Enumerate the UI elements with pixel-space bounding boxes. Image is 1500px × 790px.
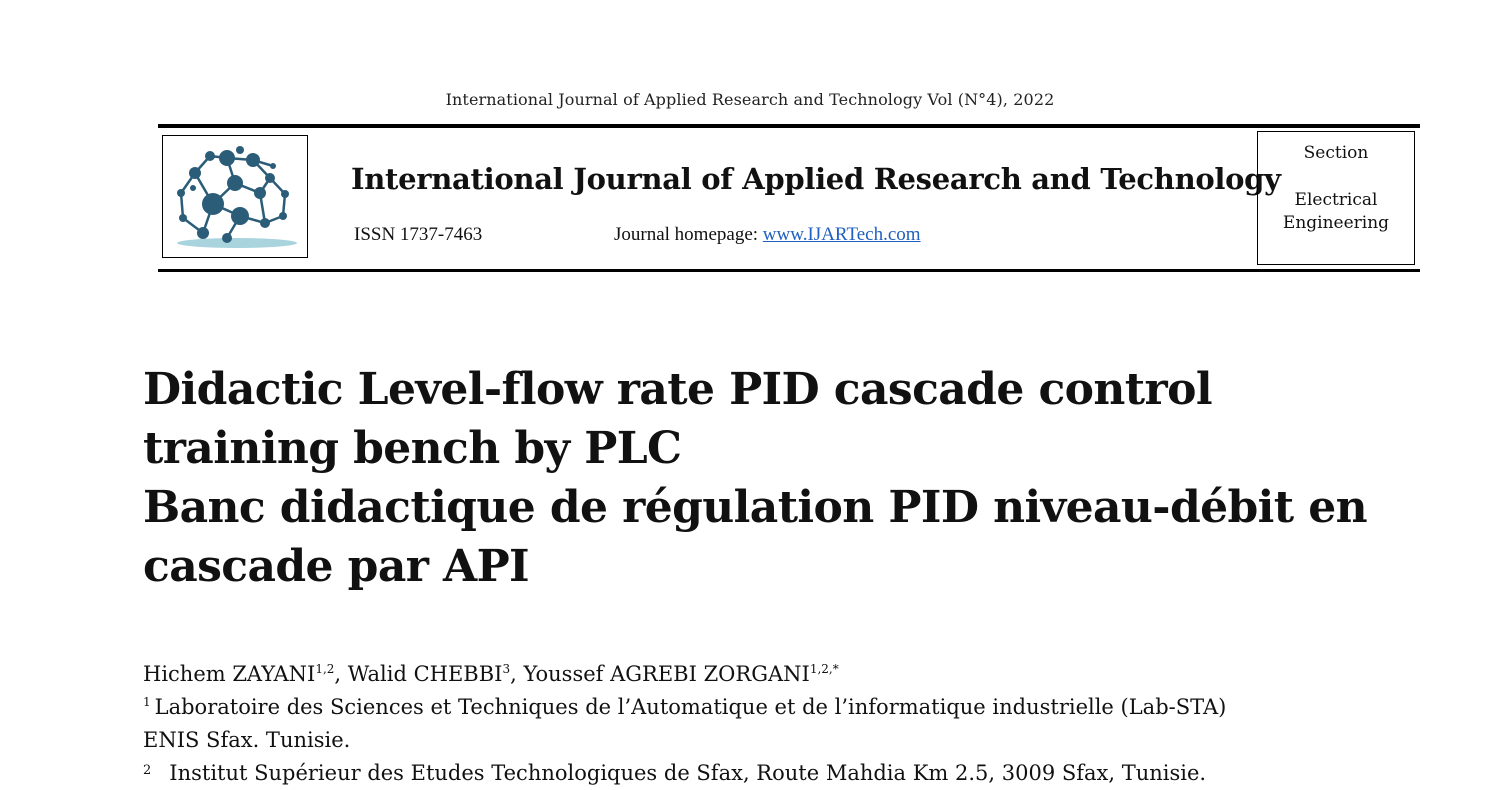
author-name: Youssef AGREBI ZORGANI — [523, 662, 810, 686]
affiliation-text: Institut Supérieur des Etudes Technologiques de Sfax, Route Mahdia Km 2.5, 3009 Sfax, Tunisie. — [169, 761, 1207, 785]
masthead-top-rule — [158, 124, 1420, 128]
affiliation-text: ENIS Sfax. Tunisie. — [143, 728, 351, 752]
author-separator: , — [334, 662, 348, 686]
section-box — [1257, 131, 1415, 265]
journal-title: International Journal of Applied Research and Technology — [351, 162, 1281, 196]
affiliation-number: 2 — [143, 763, 152, 778]
affiliation-line — [143, 724, 1363, 757]
molecule-network-logo-icon — [165, 138, 305, 256]
homepage-link[interactable]: www.IJARTech.com — [762, 224, 921, 245]
title-french: Banc didactique de régulation PID niveau-débit en cascade par API — [143, 482, 1368, 592]
affiliation-line — [143, 691, 1363, 724]
author-affil-sup: 1,2,* — [809, 662, 839, 676]
author-name: Hichem ZAYANI — [143, 662, 316, 686]
section-label: Section — [1303, 143, 1369, 163]
author-name: Walid CHEBBI — [347, 662, 503, 686]
author-affil-sup: 3 — [502, 662, 511, 676]
authors-block — [143, 658, 1363, 790]
masthead-bottom-rule — [158, 269, 1420, 272]
author-affil-sup: 1,2 — [315, 662, 335, 676]
section-value: Electrical Engineering — [1282, 190, 1390, 233]
paper-title — [143, 360, 1403, 596]
homepage-label: Journal homepage: — [614, 224, 763, 245]
affiliation-line — [143, 757, 1363, 790]
affiliation-number: 1 — [143, 695, 151, 709]
issn: ISSN 1737-7463 — [354, 224, 483, 245]
running-head: International Journal of Applied Research and Technology Vol (N°4), 2022 — [445, 90, 1055, 109]
author-list — [143, 658, 1363, 691]
author-separator: , — [510, 662, 524, 686]
title-english: Didactic Level-flow rate PID cascade control training bench by PLC — [143, 364, 1212, 474]
journal-logo — [162, 135, 308, 258]
journal-homepage — [614, 224, 921, 246]
affiliation-text: Laboratoire des Sciences et Techniques de l’Automatique et de l’informatique industrielle (Lab-STA) — [154, 695, 1227, 719]
